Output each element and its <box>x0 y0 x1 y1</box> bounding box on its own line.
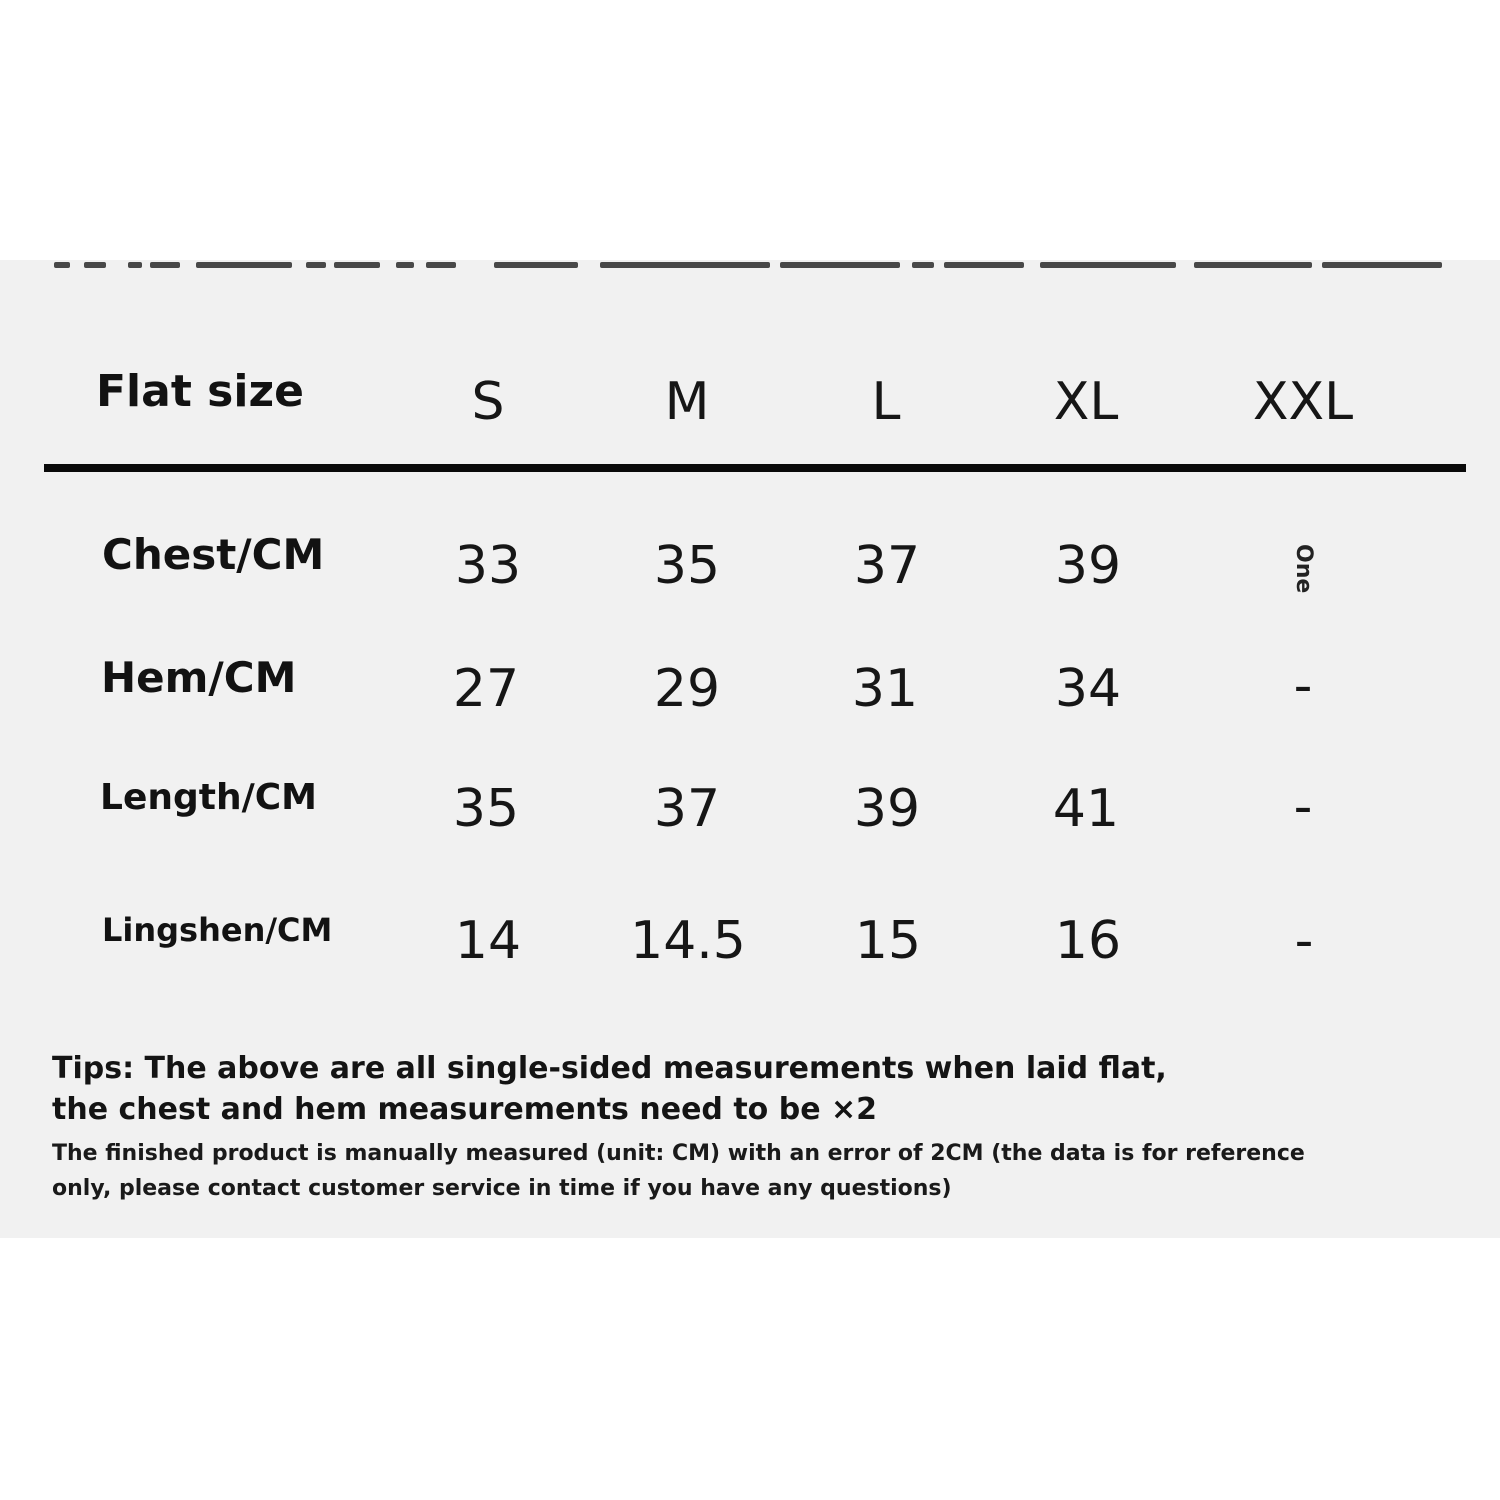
chest-l: 37 <box>853 536 921 596</box>
hem-s: 27 <box>452 659 520 719</box>
length-xl: 41 <box>1052 779 1120 839</box>
note-line-2: only, please contact customer service in time if you have any questions) <box>52 1176 952 1201</box>
hem-m: 29 <box>653 659 721 719</box>
hem-xxl: - <box>1293 656 1313 716</box>
measurement-note <box>52 1136 1472 1206</box>
size-header-s: S <box>471 372 505 432</box>
lingshen-m: 14.5 <box>630 911 746 971</box>
chest-xxl-note: One <box>1291 544 1316 594</box>
chest-s: 33 <box>454 536 522 596</box>
cropped-text-strip <box>0 262 1500 270</box>
chest-xl: 39 <box>1054 536 1122 596</box>
tips-line-1: Tips: The above are all single-sided measurements when laid flat, <box>52 1051 1167 1086</box>
tips-line-2: the chest and hem measurements need to be ×2 <box>52 1092 877 1127</box>
chest-m: 35 <box>653 536 721 596</box>
note-line-1: The finished product is manually measured (unit: CM) with an error of 2CM (the data is for reference <box>52 1141 1305 1166</box>
row-label-chest: Chest/CM <box>102 530 325 579</box>
row-label-length: Length/CM <box>100 777 317 818</box>
hem-l: 31 <box>851 659 919 719</box>
length-m: 37 <box>653 779 721 839</box>
row-label-lingshen: Lingshen/CM <box>102 911 333 949</box>
tips-text <box>52 1048 1167 1130</box>
lingshen-xl: 16 <box>1054 911 1122 971</box>
length-l: 39 <box>853 779 921 839</box>
header-label: Flat size <box>96 366 304 417</box>
size-header-l: L <box>871 372 901 432</box>
lingshen-xxl: - <box>1294 911 1314 971</box>
lingshen-s: 14 <box>454 911 522 971</box>
length-xxl: - <box>1293 777 1313 837</box>
length-s: 35 <box>452 779 520 839</box>
size-header-xl: XL <box>1053 372 1119 432</box>
row-label-hem: Hem/CM <box>101 653 297 702</box>
size-header-m: M <box>664 372 710 432</box>
lingshen-l: 15 <box>854 911 922 971</box>
hem-xl: 34 <box>1054 659 1122 719</box>
header-divider <box>44 464 1466 472</box>
size-header-xxl: XXL <box>1252 372 1354 432</box>
